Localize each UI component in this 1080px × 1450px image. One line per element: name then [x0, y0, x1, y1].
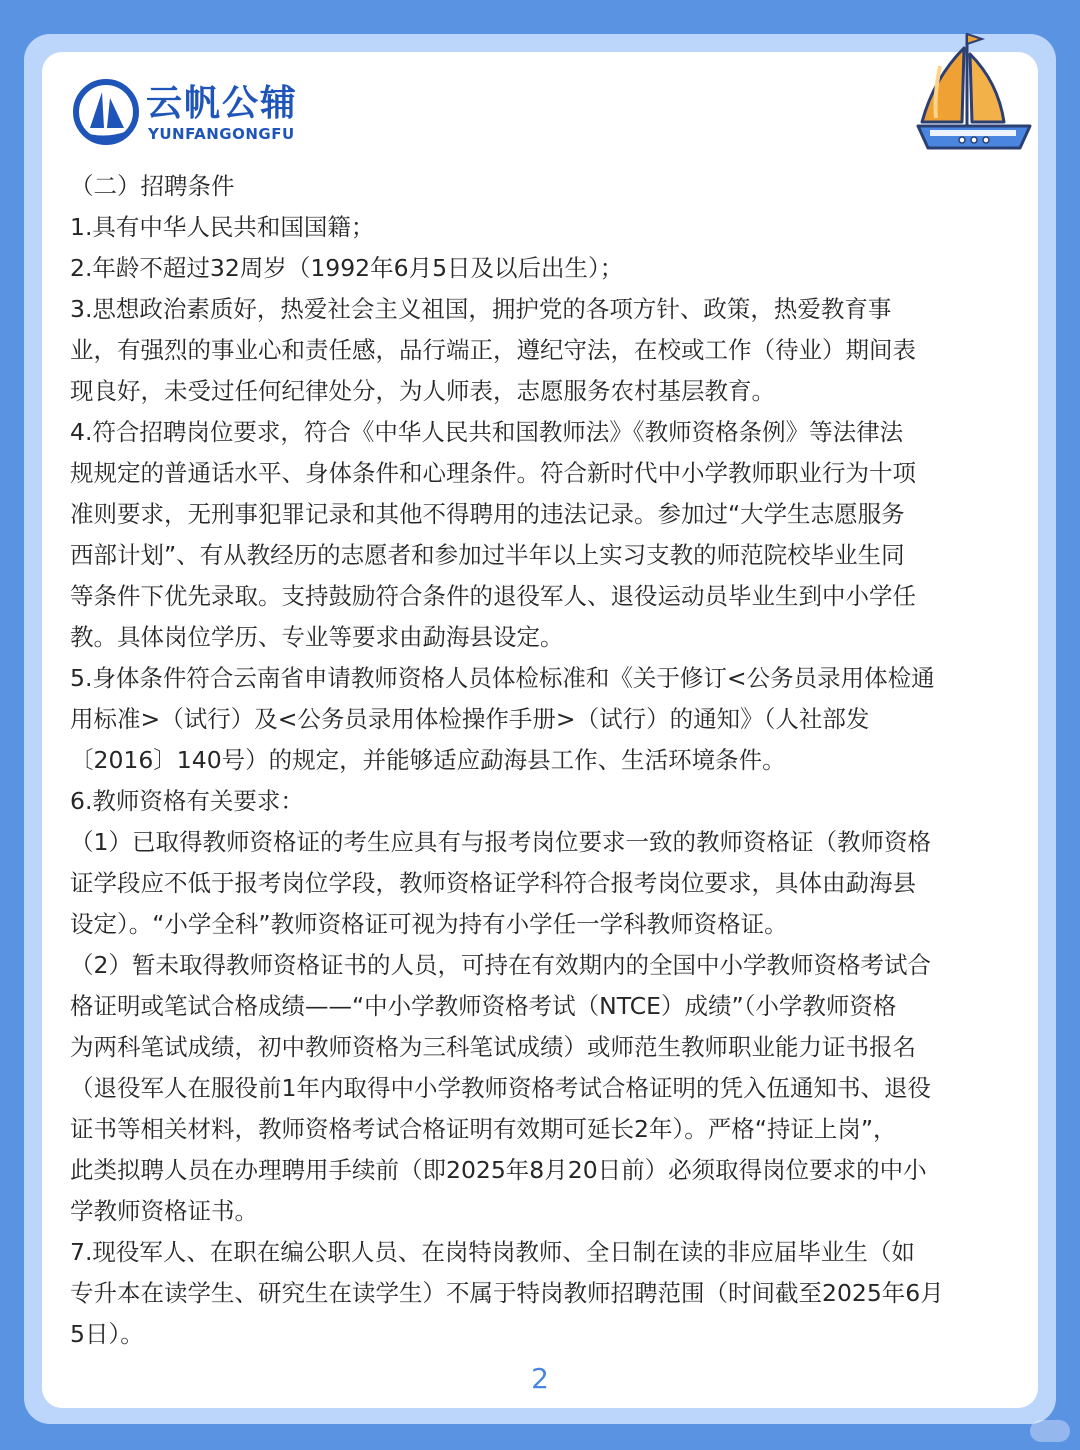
text-line: 6.教师资格有关要求：: [70, 787, 304, 815]
text-line: （二）招聘条件: [70, 172, 235, 200]
text-line: 西部计划”、有从教经历的志愿者和参加过半年以上实习支教的师范院校毕业生同: [70, 541, 905, 569]
text-line: 3.思想政治素质好，热爱社会主义祖国，拥护党的各项方针、政策，热爱教育事: [70, 295, 892, 323]
text-line: 规规定的普通话水平、身体条件和心理条件。符合新时代中小学教师职业行为十项: [70, 459, 916, 487]
text-line: 业，有强烈的事业心和责任感，品行端正，遵纪守法，在校或工作（待业）期间表: [70, 336, 916, 364]
text-line: 此类拟聘人员在办理聘用手续前（即2025年8月20日前）必须取得岗位要求的中小: [70, 1156, 927, 1184]
text-line: 4.符合招聘岗位要求，符合《中华人民共和国教师法》《教师资格条例》等法律法: [70, 418, 904, 446]
sail-logo-icon: [72, 78, 140, 146]
text-line: 学教师资格证书。: [70, 1197, 258, 1225]
text-line: （1）已取得教师资格证的考生应具有与报考岗位要求一致的教师资格证（教师资格: [70, 828, 931, 856]
text-line: 设定）。“小学全科”教师资格证可视为持有小学任一学科教师资格证。: [70, 910, 788, 938]
text-line: 7.现役军人、在职在编公职人员、在岗特岗教师、全日制在读的非应届毕业生（如: [70, 1238, 915, 1266]
text-line: （2）暂未取得教师资格证书的人员，可持在有效期内的全国中小学教师资格考试合: [70, 951, 931, 979]
brand-name-cn: 云帆公辅: [146, 83, 299, 124]
corner-watermark: [1030, 1420, 1070, 1442]
text-line: 为两科笔试成绩，初中教师资格为三科笔试成绩）或师范生教师职业能力证书报名: [70, 1033, 916, 1061]
text-line: 证书等相关材料，教师资格考试合格证明有效期可延长2年）。严格“持证上岗”，: [70, 1115, 897, 1143]
text-line: 准则要求，无刑事犯罪记录和其他不得聘用的违法记录。参加过“大学生志愿服务: [70, 500, 905, 528]
text-line: 证学段应不低于报考岗位学段，教师资格证学科符合报考岗位要求，具体由勐海县: [70, 869, 916, 897]
brand-logo: [72, 78, 312, 148]
brand-name-en: YUNFANGONGFU: [148, 125, 295, 143]
page-number: 2: [531, 1362, 549, 1395]
text-line: 用标准>（试行）及<公务员录用体检操作手册>（试行）的通知》（人社部发: [70, 705, 870, 733]
text-line: 1.具有中华人民共和国国籍；: [70, 213, 375, 241]
text-line: 格证明或笔试合格成绩——“中小学教师资格考试（NTCE）成绩”（小学教师资格: [70, 992, 897, 1020]
recruitment-conditions-text: [70, 166, 1020, 1355]
text-line: 教。具体岗位学历、专业等要求由勐海县设定。: [70, 623, 564, 651]
text-line: 2.年龄不超过32周岁（1992年6月5日及以后出生）；: [70, 254, 624, 282]
text-line: 专升本在读学生、研究生在读学生）不属于特岗教师招聘范围（时间截至2025年6月: [70, 1279, 944, 1307]
sailboat-icon: [912, 26, 1038, 156]
text-line: 5日）。: [70, 1320, 144, 1348]
text-line: 等条件下优先录取。支持鼓励符合条件的退役军人、退役运动员毕业生到中小学任: [70, 582, 916, 610]
text-line: （退役军人在服役前1年内取得中小学教师资格考试合格证明的凭入伍通知书、退役: [70, 1074, 931, 1102]
text-line: 现良好，未受过任何纪律处分，为人师表，志愿服务农村基层教育。: [70, 377, 775, 405]
text-line: 〔2016〕140号）的规定，并能够适应勐海县工作、生活环境条件。: [70, 746, 786, 774]
text-line: 5.身体条件符合云南省申请教师资格人员体检标准和《关于修订<公务员录用体检通: [70, 664, 935, 692]
